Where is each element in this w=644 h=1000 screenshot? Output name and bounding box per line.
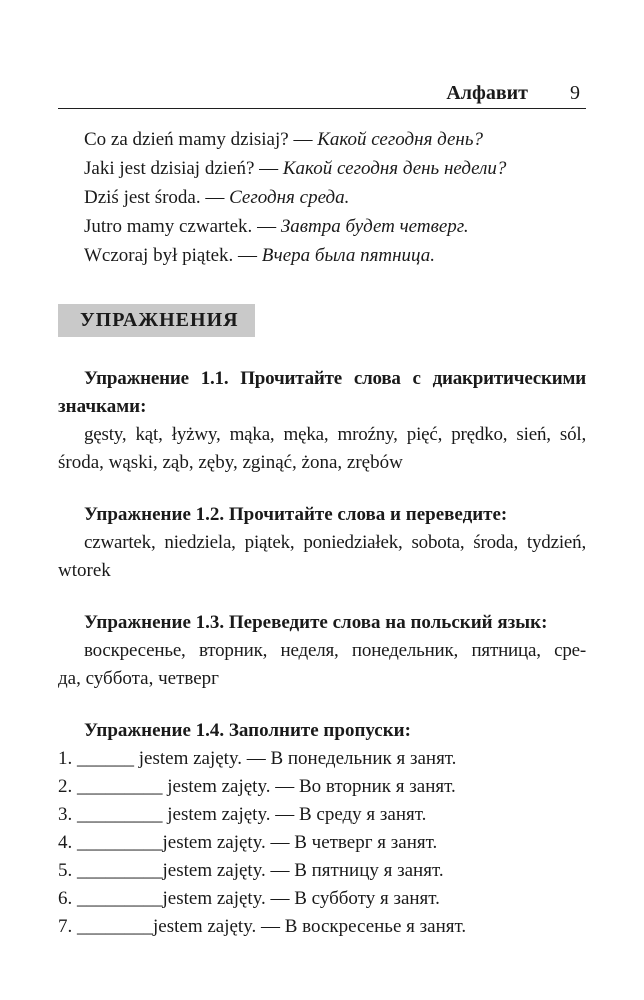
russian-translation: Вчера была пятница. (261, 245, 436, 266)
fill-in-item: 1. ______ jestem zajęty. — В понедельник я занят. (58, 748, 457, 769)
phrase-line (58, 154, 586, 183)
exercise-1-2 (58, 501, 586, 585)
exercise-body-line: gęsty, kąt, łyżwy, mąka, męka, mroźny, pięć, prędko, sień, sól, (84, 424, 586, 445)
exercises-banner-label: УПРАЖНЕНИЯ (58, 304, 255, 337)
exercise-title-line: Упражнение 1.2. Прочитайте слова и переведите: (84, 504, 508, 525)
fill-in-item: 3. _________ jestem zajęty. — В среду я занят. (58, 804, 427, 825)
exercise-body-line: wtorek (58, 560, 111, 581)
exercise-title-line: значками: (58, 396, 147, 417)
russian-translation: Завтра будет четверг. (280, 216, 469, 237)
exercise-body-line: czwartek, niedziela, piątek, poniedziałek, sobota, środa, tydzień, (84, 532, 586, 553)
chapter-title: Алфавит (446, 82, 528, 104)
exercise-body-line: да, суббота, четверг (58, 668, 219, 689)
header-divider (58, 108, 586, 109)
exercise-body-line: środa, wąski, ząb, zęby, zginąć, żona, zrębów (58, 452, 403, 473)
exercise-1-3 (58, 609, 586, 693)
exercise-title-line: Упражнение 1.1. Прочитайте слова с диакритическими (84, 368, 586, 389)
russian-translation: Сегодня среда. (229, 187, 350, 208)
fill-in-item: 6. _________jestem zajęty. — В субботу я занят. (58, 888, 440, 909)
page-number: 9 (570, 82, 580, 104)
russian-translation: Какой сегодня день недели? (282, 158, 507, 179)
polish-text: Jaki jest dzisiaj dzień? (84, 158, 255, 179)
exercise-body-line: воскресенье, вторник, неделя, понедельник, пятница, сре- (84, 640, 586, 661)
running-head (58, 82, 586, 104)
russian-translation: Какой сегодня день? (317, 129, 483, 150)
phrase-line (58, 241, 586, 270)
polish-text: Jutro mamy czwartek. (84, 216, 253, 237)
fill-in-item: 4. _________jestem zajęty. — В четверг я занят. (58, 832, 438, 853)
exercise-title-line: Упражнение 1.3. Переведите слова на польский язык: (84, 612, 548, 633)
phrase-block (58, 125, 586, 270)
polish-text: Dziś jest środa. (84, 187, 201, 208)
exercise-1-4 (58, 717, 586, 941)
phrase-line (58, 212, 586, 241)
dash-separator: — (254, 158, 283, 179)
polish-text: Wczoraj był piątek. (84, 245, 234, 266)
fill-in-item: 5. _________jestem zajęty. — В пятницу я занят. (58, 860, 444, 881)
dash-separator: — (200, 187, 230, 208)
dash-separator: — (252, 216, 281, 237)
dash-separator: — (288, 129, 318, 150)
phrase-line (58, 125, 586, 154)
polish-text: Co za dzień mamy dzisiaj? (84, 129, 289, 150)
exercises-banner (58, 304, 586, 337)
exercise-title-line: Упражнение 1.4. Заполните пропуски: (84, 720, 411, 741)
dash-separator: — (233, 245, 262, 266)
fill-in-item: 7. ________jestem zajęty. — В воскресенье я занят. (58, 916, 467, 937)
phrase-line (58, 183, 586, 212)
fill-in-item: 2. _________ jestem zajęty. — Во вторник я занят. (58, 776, 456, 797)
exercise-1-1 (58, 365, 586, 477)
